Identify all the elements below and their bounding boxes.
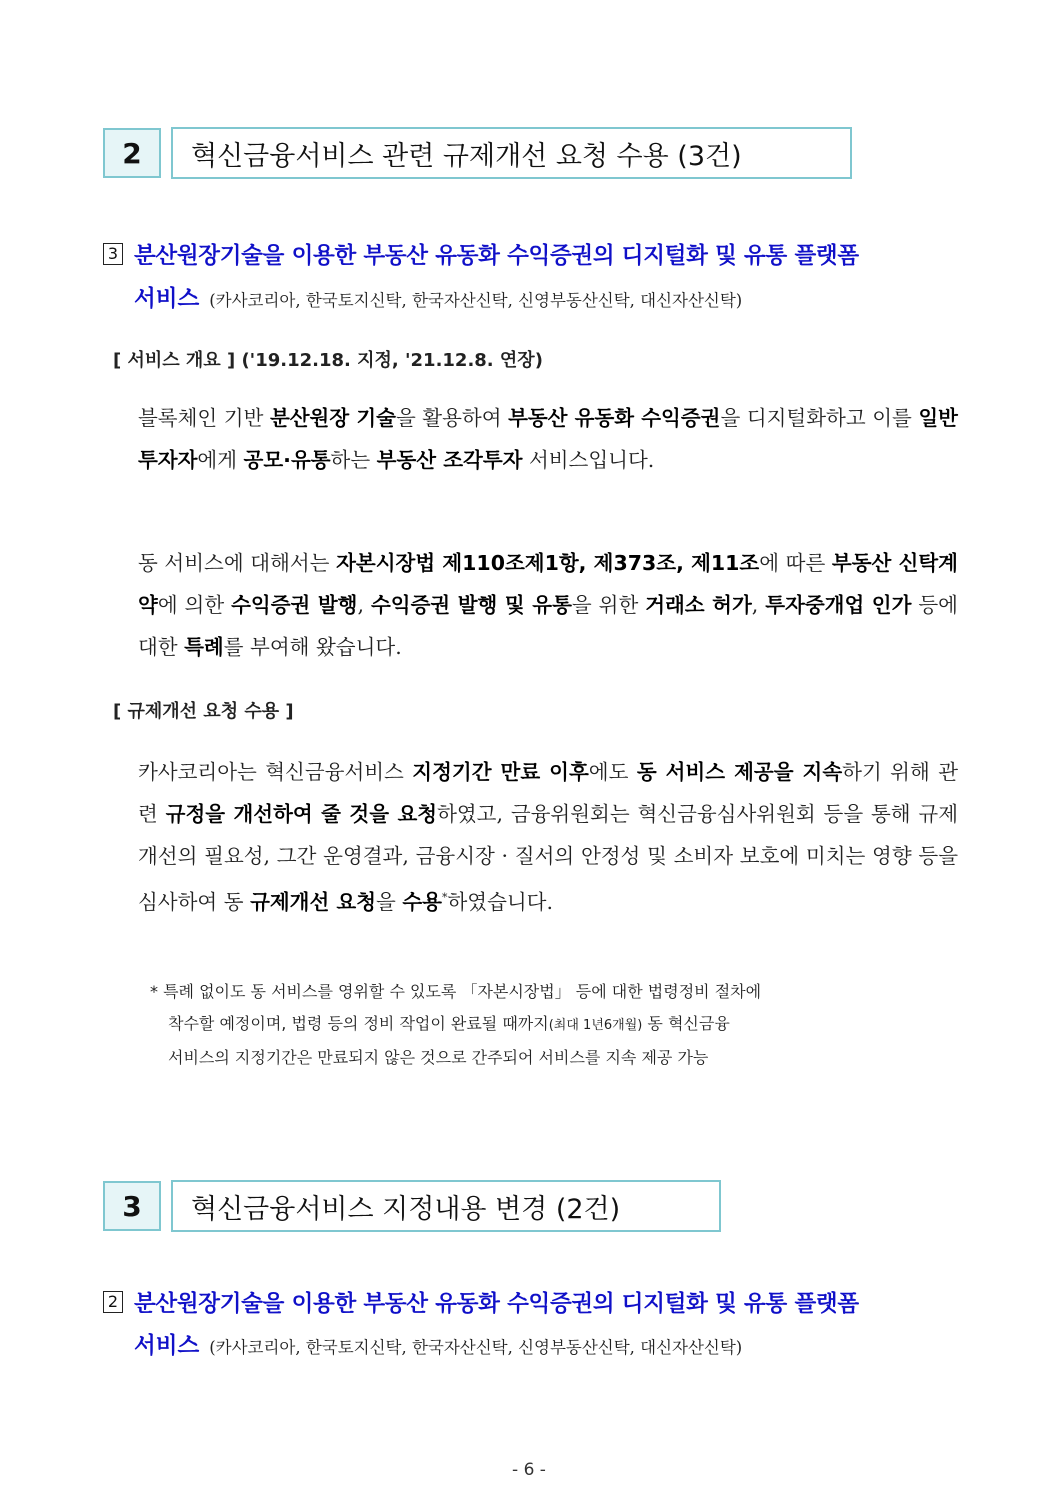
text: 에 의한 bbox=[157, 593, 232, 617]
overview-paragraph-1 bbox=[138, 397, 958, 481]
item-title-continued bbox=[134, 281, 742, 313]
text: 하는 bbox=[330, 448, 377, 472]
text: 하기 위해 관련 bbox=[138, 760, 959, 826]
bold-text: 규정을 개선하여 줄 것을 요청 bbox=[165, 802, 438, 826]
bold-text: 일반투자자 bbox=[138, 406, 958, 472]
text: 하였습니다. bbox=[447, 889, 553, 914]
text: 을 위한 bbox=[571, 593, 646, 617]
bold-text: 특례 bbox=[184, 635, 224, 659]
text: 을 활용하여 bbox=[395, 406, 509, 430]
item-companies: (카사코리아, 한국토지신탁, 한국자산신탁, 신영부동산신탁, 대신자산신탁) bbox=[209, 291, 743, 310]
text: 을 bbox=[376, 889, 403, 914]
item-companies: (카사코리아, 한국토지신탁, 한국자산신탁, 신영부동산신탁, 대신자산신탁) bbox=[209, 1338, 743, 1357]
footnote-marker: * bbox=[441, 891, 448, 904]
bold-text: 부동산 조각투자 bbox=[376, 448, 523, 472]
text: 서비스입니다. bbox=[522, 448, 655, 472]
text: 하였고, 금융위원회는 혁신금융심사위원회 등을 통해 규제개선의 필요성, 그간 운영결과, 금융시장 · 질서의 안정성 및 소비자 보호에 미치는 영향 등을 심사하여 동 bbox=[138, 802, 959, 914]
item-title-line2: 서비스 bbox=[134, 286, 200, 312]
bold-text: 자본시장법 제110조제1항, 제373조, 제11조 bbox=[336, 551, 760, 575]
text: , bbox=[751, 593, 766, 617]
item-title: 분산원장기술을 이용한 부동산 유동화 수익증권의 디지털화 및 유통 플랫폼 bbox=[134, 243, 859, 269]
text: 에게 bbox=[197, 448, 244, 472]
bold-text: 수익증권 발행 및 유통 bbox=[370, 593, 572, 617]
item-number: 2 bbox=[103, 1291, 123, 1313]
section-number-3: 3 bbox=[103, 1181, 161, 1231]
bold-text: 지정기간 만료 이후 bbox=[412, 760, 589, 784]
acceptance-paragraph bbox=[138, 751, 958, 923]
text: 블록체인 기반 bbox=[138, 406, 270, 430]
footnote-line-1: * 특례 없이도 동 서비스를 영위할 수 있도록 「자본시장법」 등에 대한 법령정비 절차에 bbox=[150, 982, 762, 1001]
text: 동 서비스에 대해서는 bbox=[138, 551, 337, 575]
acceptance-label: [ 규제개선 요청 수용 ] bbox=[113, 701, 294, 722]
bold-text: 부동산 유동화 수익증권 bbox=[508, 406, 721, 430]
text: (최대 1년6개월) bbox=[548, 1018, 643, 1033]
bold-text: 동 서비스 제공을 지속 bbox=[636, 760, 843, 784]
bold-text: 투자중개업 인가 bbox=[765, 593, 912, 617]
text: 을 디지털화하고 이를 bbox=[720, 406, 919, 430]
item-title-continued bbox=[134, 1328, 742, 1360]
text: 등에 대한 bbox=[138, 593, 958, 659]
text: , bbox=[357, 593, 371, 617]
bold-text: 공모·유통 bbox=[243, 448, 331, 472]
section-title-2: 혁신금융서비스 관련 규제개선 요청 수용 (3건) bbox=[171, 127, 852, 179]
text: 에 따른 bbox=[759, 551, 832, 575]
footnote bbox=[150, 976, 960, 1074]
text: 에도 bbox=[588, 760, 637, 784]
item-number: 3 bbox=[103, 243, 123, 265]
item-title: 분산원장기술을 이용한 부동산 유동화 수익증권의 디지털화 및 유통 플랫폼 bbox=[134, 1291, 859, 1317]
bold-text: 규제개선 요청 bbox=[250, 889, 377, 914]
bold-text: 거래소 허가 bbox=[645, 593, 752, 617]
bold-text: 수용 bbox=[402, 889, 442, 914]
section-title-3: 혁신금융서비스 지정내용 변경 (2건) bbox=[171, 1180, 721, 1232]
text: 착수할 예정이며, 법령 등의 정비 작업이 완료될 때까지 bbox=[168, 1014, 549, 1033]
overview-label: [ 서비스 개요 ] ('19.12.18. 지정, '21.12.8. 연장) bbox=[113, 350, 543, 371]
bold-text: 부동산 신탁계약 bbox=[138, 551, 958, 617]
section-number-2: 2 bbox=[103, 128, 161, 178]
item-title-line2: 서비스 bbox=[134, 1333, 200, 1359]
page-number: - 6 - bbox=[512, 1460, 546, 1480]
text: 카사코리아는 혁신금융서비스 bbox=[138, 760, 413, 784]
text: 동 혁신금융 bbox=[642, 1014, 730, 1033]
bold-text: 수익증권 발행 bbox=[231, 593, 358, 617]
bold-text: 분산원장 기술 bbox=[269, 406, 396, 430]
overview-paragraph-2 bbox=[138, 542, 958, 668]
footnote-line-3: 서비스의 지정기간은 만료되지 않은 것으로 간주되어 서비스를 지속 제공 가능 bbox=[168, 1048, 709, 1067]
footnote-line-2 bbox=[150, 1008, 960, 1042]
text: 를 부여해 왔습니다. bbox=[223, 635, 402, 659]
